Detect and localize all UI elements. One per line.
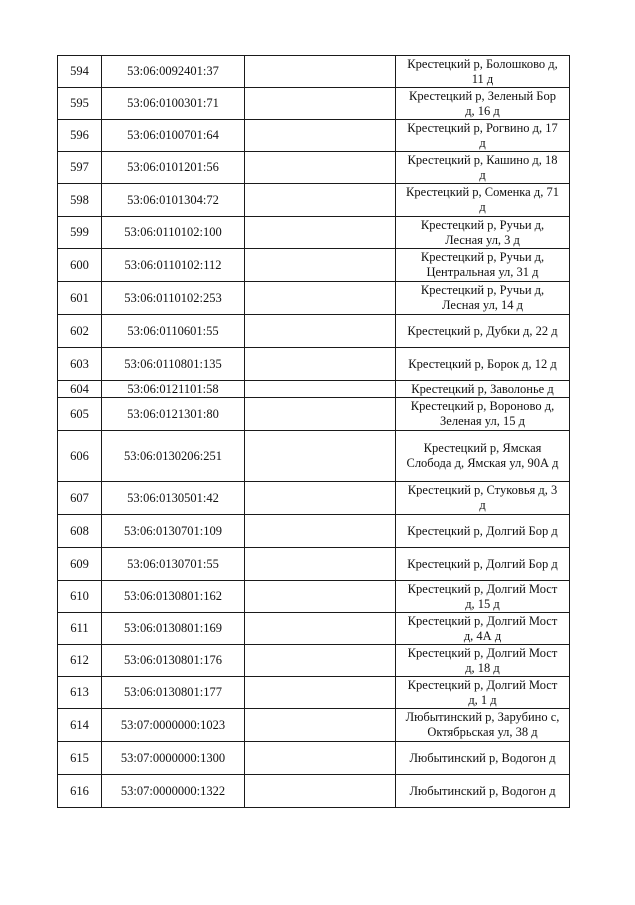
address-line: Крестецкий р, Ямская	[423, 441, 542, 455]
cadastral-number: 53:06:0121301:80	[102, 398, 245, 431]
address-cell	[396, 515, 570, 548]
row-number: 604	[58, 381, 102, 398]
table-row	[58, 709, 570, 742]
cadastral-number: 53:06:0130801:176	[102, 645, 245, 677]
empty-cell	[245, 613, 396, 645]
table-row	[58, 282, 570, 315]
cadastral-number: 53:07:0000000:1023	[102, 709, 245, 742]
address-line: Крестецкий р, Стуковья д, 3	[407, 483, 558, 497]
cadastral-number: 53:06:0130801:169	[102, 613, 245, 645]
address-cell	[396, 282, 570, 315]
address-line: д	[479, 200, 486, 214]
address-cell	[396, 184, 570, 217]
address-cell	[396, 775, 570, 808]
table-row	[58, 482, 570, 515]
row-number: 597	[58, 152, 102, 184]
address-line: Крестецкий р, Долгий Мост	[407, 581, 558, 596]
address-cell	[396, 482, 570, 515]
empty-cell	[245, 398, 396, 431]
address-cell	[396, 548, 570, 581]
cadastral-number: 53:06:0130801:162	[102, 581, 245, 613]
address-cell	[396, 677, 570, 709]
address-cell	[396, 645, 570, 677]
address-cell	[396, 398, 570, 431]
address-line: д, 4А д	[463, 628, 502, 643]
table-row	[58, 775, 570, 808]
empty-cell	[245, 88, 396, 120]
row-number: 602	[58, 315, 102, 348]
row-number: 616	[58, 775, 102, 808]
empty-cell	[245, 515, 396, 548]
cadastral-number: 53:06:0101304:72	[102, 184, 245, 217]
address-line: д	[479, 135, 486, 150]
address-line: д, 1 д	[468, 692, 497, 707]
address-line: Октябрьская ул, 38 д	[427, 725, 538, 739]
address-line: Крестецкий р, Ручьи д,	[420, 250, 545, 264]
address-line: д, 18 д	[465, 660, 500, 675]
address-line: Крестецкий р, Рогвино д, 17	[407, 120, 558, 135]
empty-cell	[245, 217, 396, 249]
table-row	[58, 645, 570, 677]
cadastral-number: 53:06:0110801:135	[102, 348, 245, 381]
cadastral-number: 53:06:0130501:42	[102, 482, 245, 515]
row-number: 609	[58, 548, 102, 581]
row-number: 612	[58, 645, 102, 677]
address-cell	[396, 120, 570, 152]
address-line: Крестецкий р, Борок д, 12 д	[408, 356, 557, 371]
cadastral-number: 53:07:0000000:1322	[102, 775, 245, 808]
address-line: Крестецкий р, Болошково д,	[407, 56, 558, 71]
empty-cell	[245, 742, 396, 775]
table-row	[58, 56, 570, 88]
address-line: Крестецкий р, Заволонье д	[411, 381, 554, 396]
table-row	[58, 249, 570, 282]
table-row	[58, 548, 570, 581]
row-number: 601	[58, 282, 102, 315]
empty-cell	[245, 381, 396, 398]
address-line: д	[479, 167, 486, 182]
row-number: 605	[58, 398, 102, 431]
empty-cell	[245, 282, 396, 315]
table-row	[58, 315, 570, 348]
table-row	[58, 184, 570, 217]
empty-cell	[245, 348, 396, 381]
cadastral-number: 53:07:0000000:1300	[102, 742, 245, 775]
table-row	[58, 613, 570, 645]
address-line: Крестецкий р, Долгий Мост	[407, 613, 558, 628]
table-row	[58, 152, 570, 184]
empty-cell	[245, 184, 396, 217]
address-line: Центральная ул, 31 д	[426, 265, 539, 279]
table-row	[58, 88, 570, 120]
empty-cell	[245, 431, 396, 482]
table-row	[58, 677, 570, 709]
address-line: Крестецкий р, Дубки д, 22 д	[407, 323, 558, 338]
address-cell	[396, 581, 570, 613]
address-line: Крестецкий р, Долгий Бор д	[407, 523, 558, 538]
address-cell	[396, 249, 570, 282]
address-line: д	[479, 498, 486, 512]
empty-cell	[245, 581, 396, 613]
table-row	[58, 581, 570, 613]
address-cell	[396, 88, 570, 120]
table-row	[58, 120, 570, 152]
cadastral-number: 53:06:0101201:56	[102, 152, 245, 184]
cadastral-number: 53:06:0110102:112	[102, 249, 245, 282]
address-line: Слобода д, Ямская ул, 90А д	[406, 456, 559, 470]
table-row	[58, 515, 570, 548]
empty-cell	[245, 315, 396, 348]
row-number: 610	[58, 581, 102, 613]
address-line: Любытинский р, Водогон д	[409, 750, 556, 765]
address-cell	[396, 709, 570, 742]
cadastral-number: 53:06:0130206:251	[102, 431, 245, 482]
address-line: Крестецкий р, Долгий Мост	[407, 645, 558, 660]
empty-cell	[245, 548, 396, 581]
registry-table	[57, 55, 570, 808]
cadastral-number: 53:06:0100701:64	[102, 120, 245, 152]
row-number: 608	[58, 515, 102, 548]
row-number: 596	[58, 120, 102, 152]
address-line: д, 16 д	[465, 103, 500, 118]
empty-cell	[245, 709, 396, 742]
address-line: Крестецкий р, Долгий Бор д	[407, 556, 558, 571]
address-line: Крестецкий р, Зеленый Бор	[409, 88, 556, 103]
cadastral-number: 53:06:0110102:253	[102, 282, 245, 315]
empty-cell	[245, 677, 396, 709]
row-number: 615	[58, 742, 102, 775]
address-cell	[396, 56, 570, 88]
address-line: Крестецкий р, Ручьи д,	[420, 217, 545, 232]
empty-cell	[245, 482, 396, 515]
address-line: Любытинский р, Водогон д	[409, 783, 556, 798]
address-cell	[396, 431, 570, 482]
address-line: д, 15 д	[465, 596, 500, 611]
cadastral-number: 53:06:0100301:71	[102, 88, 245, 120]
table-row	[58, 742, 570, 775]
address-cell	[396, 348, 570, 381]
cadastral-number: 53:06:0130801:177	[102, 677, 245, 709]
row-number: 614	[58, 709, 102, 742]
empty-cell	[245, 249, 396, 282]
empty-cell	[245, 775, 396, 808]
cadastral-number: 53:06:0092401:37	[102, 56, 245, 88]
row-number: 598	[58, 184, 102, 217]
address-cell	[396, 152, 570, 184]
address-line: Крестецкий р, Ручьи д,	[420, 283, 545, 297]
cadastral-number: 53:06:0130701:109	[102, 515, 245, 548]
row-number: 603	[58, 348, 102, 381]
address-line: 11 д	[471, 71, 494, 86]
registry-table-body	[58, 56, 570, 808]
table-row	[58, 431, 570, 482]
empty-cell	[245, 56, 396, 88]
table-row	[58, 217, 570, 249]
address-line: Лесная ул, 14 д	[441, 298, 524, 312]
address-line: Любытинский р, Зарубино с,	[405, 710, 560, 724]
empty-cell	[245, 120, 396, 152]
row-number: 607	[58, 482, 102, 515]
row-number: 595	[58, 88, 102, 120]
row-number: 606	[58, 431, 102, 482]
address-line: Крестецкий р, Кашино д, 18	[407, 152, 558, 167]
address-line: Крестецкий р, Долгий Мост	[407, 677, 558, 692]
cadastral-number: 53:06:0110601:55	[102, 315, 245, 348]
empty-cell	[245, 152, 396, 184]
address-line: Крестецкий р, Соменка д, 71	[406, 185, 559, 199]
address-cell	[396, 613, 570, 645]
row-number: 599	[58, 217, 102, 249]
address-line: Крестецкий р, Вороново д,	[410, 399, 555, 413]
address-cell	[396, 742, 570, 775]
address-line: Лесная ул, 3 д	[445, 232, 520, 247]
cadastral-number: 53:06:0110102:100	[102, 217, 245, 249]
address-cell	[396, 217, 570, 249]
address-line: Зеленая ул, 15 д	[440, 414, 525, 428]
cadastral-number: 53:06:0130701:55	[102, 548, 245, 581]
row-number: 600	[58, 249, 102, 282]
cadastral-number: 53:06:0121101:58	[102, 381, 245, 398]
row-number: 613	[58, 677, 102, 709]
table-row	[58, 381, 570, 398]
address-cell	[396, 381, 570, 398]
address-cell	[396, 315, 570, 348]
row-number: 594	[58, 56, 102, 88]
table-row	[58, 348, 570, 381]
row-number: 611	[58, 613, 102, 645]
table-row	[58, 398, 570, 431]
empty-cell	[245, 645, 396, 677]
